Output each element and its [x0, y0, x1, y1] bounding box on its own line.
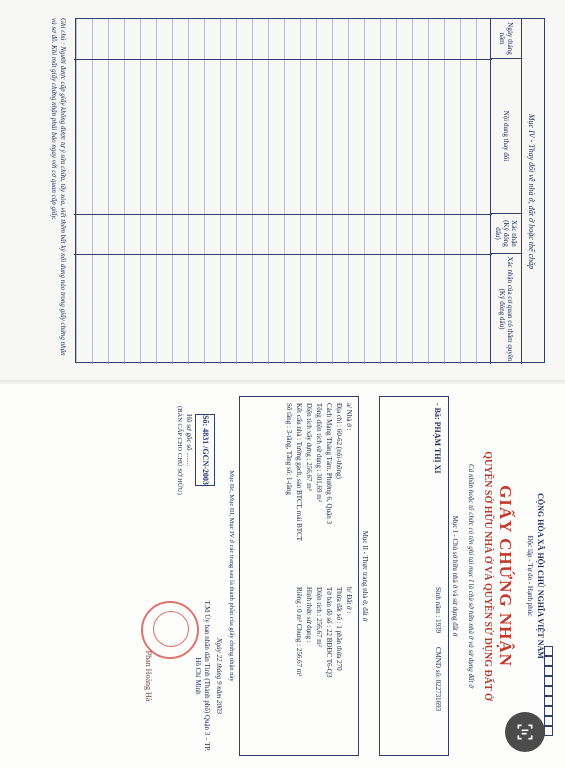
usage-note: Ghi chú : Người được cấp giấy không được tự ý sửa chữa, tẩy xóa, viết thêm bất kỳ nội dung nào trong giấy chứng nhận và sơ đồ. Khi mất giấy chứng nhận phải báo ngay với cơ quan cấp giấy.	[50, 18, 67, 356]
nation-header: CỘNG HÒA XÃ HỘI CHỦ NGHĨA VIỆT NAM	[536, 493, 545, 659]
house-line: Diện tích xây dựng : 256,67 m²	[305, 403, 313, 491]
certificate-subtitle: QUYỀN SỞ HỮU NHÀ Ở VÀ QUYỀN SỬ DỤNG ĐẤT Ở	[482, 451, 493, 701]
house-line: a/ Nhà ở :	[345, 403, 353, 431]
land-line: Riêng : 0 m² Chung : 256,67 m²	[295, 587, 303, 677]
amendment-section	[10, 18, 545, 363]
table-row-lines	[74, 19, 492, 364]
amendment-table	[75, 18, 545, 363]
house-line: Địa chỉ : 60-62 (nội-thông)	[335, 403, 343, 479]
registration-number: Số: 4831 /GCN-2003	[195, 414, 215, 486]
land-details	[294, 587, 354, 752]
section-4-title: Mục IV - Thay đổi về nhà ở, đất ở hoặc thế chấp	[527, 113, 536, 270]
serial-boxes	[544, 646, 553, 736]
certificate-section	[15, 396, 545, 756]
intro-text: Cá nhân hoặc tổ chức có tên ghi tại mục I là chủ sở hữu nhà ở và sử dụng đất ở	[467, 464, 475, 688]
header-authority: Xác nhận của cơ quan có thẩm quyền (Ký đóng dấu)	[498, 256, 514, 362]
section-1-title: Mục I - Chủ sở hữu nhà ở và sử dụng đất ở	[451, 515, 459, 637]
house-line: Số tầng : 3-tầng, Tầng số: 1-tầng	[285, 403, 293, 495]
divider	[74, 59, 492, 60]
owner-birth-year: Sinh năm : 1939	[434, 587, 442, 634]
property-box	[239, 396, 359, 756]
divider	[74, 214, 492, 215]
land-line: Diện tích : 256,67 m²	[315, 587, 323, 647]
land-line: Hình thức sử dụng :	[305, 587, 313, 643]
header-date: Ngày tháng năm	[491, 19, 521, 59]
land-line: Tờ bản đồ số : 22 BĐĐC T6-Q3	[325, 587, 333, 678]
house-line: Cách Mạng Tháng Tám, Phường 6, Quận 3	[325, 403, 333, 524]
signature-date: Ngày 22 tháng 9 năm 2003	[215, 637, 223, 715]
owner-name: - Bà: PHẠM THỊ XI	[433, 403, 442, 474]
original-file-label: Hồ sơ gốc số ........	[185, 414, 193, 467]
certificate-title: GIẤY CHỨNG NHẬN	[496, 485, 515, 667]
scan-text-icon[interactable]	[505, 712, 545, 752]
section-2-title: Mục II - Thực trạng nhà ở, đất ở	[361, 530, 369, 622]
header-confirm: Xác nhận (Ký đóng dấu)	[491, 214, 521, 254]
owner-box	[379, 396, 449, 756]
divider	[74, 254, 492, 255]
footer-note: Mục IIc, Mục III, Mục IV ở các trang sau là thành phần của giấy chứng nhận này	[228, 470, 235, 682]
land-line: Thửa đất số : 1 phần thửa 270	[335, 587, 343, 671]
house-details	[284, 403, 354, 573]
motto: Độc lập - Tự do - Hạnh phúc	[526, 535, 534, 617]
table-header	[490, 19, 522, 364]
issuing-authority: T.M Ủy ban nhân dân Tỉnh (Thành phố) Quận 3 – TP. Hồ Chí Minh	[194, 600, 211, 752]
house-line: Kết cấu nhà : Tường gạch, sàn BTCT, mái BTCT	[295, 403, 303, 542]
house-line: Tổng diện tích sử dụng : 301,69 m²	[315, 403, 323, 502]
owner-id-number: CMND số: 022731693	[434, 647, 442, 712]
header-content: Nội dung thay đổi	[491, 59, 521, 214]
signatory-name: Phan Hoàng Hà	[144, 650, 153, 702]
land-line: b/ Đất ở :	[345, 587, 353, 614]
owner-copy-label: (BẢN CẤP CHO CHỦ SỞ HỮU)	[176, 406, 183, 495]
